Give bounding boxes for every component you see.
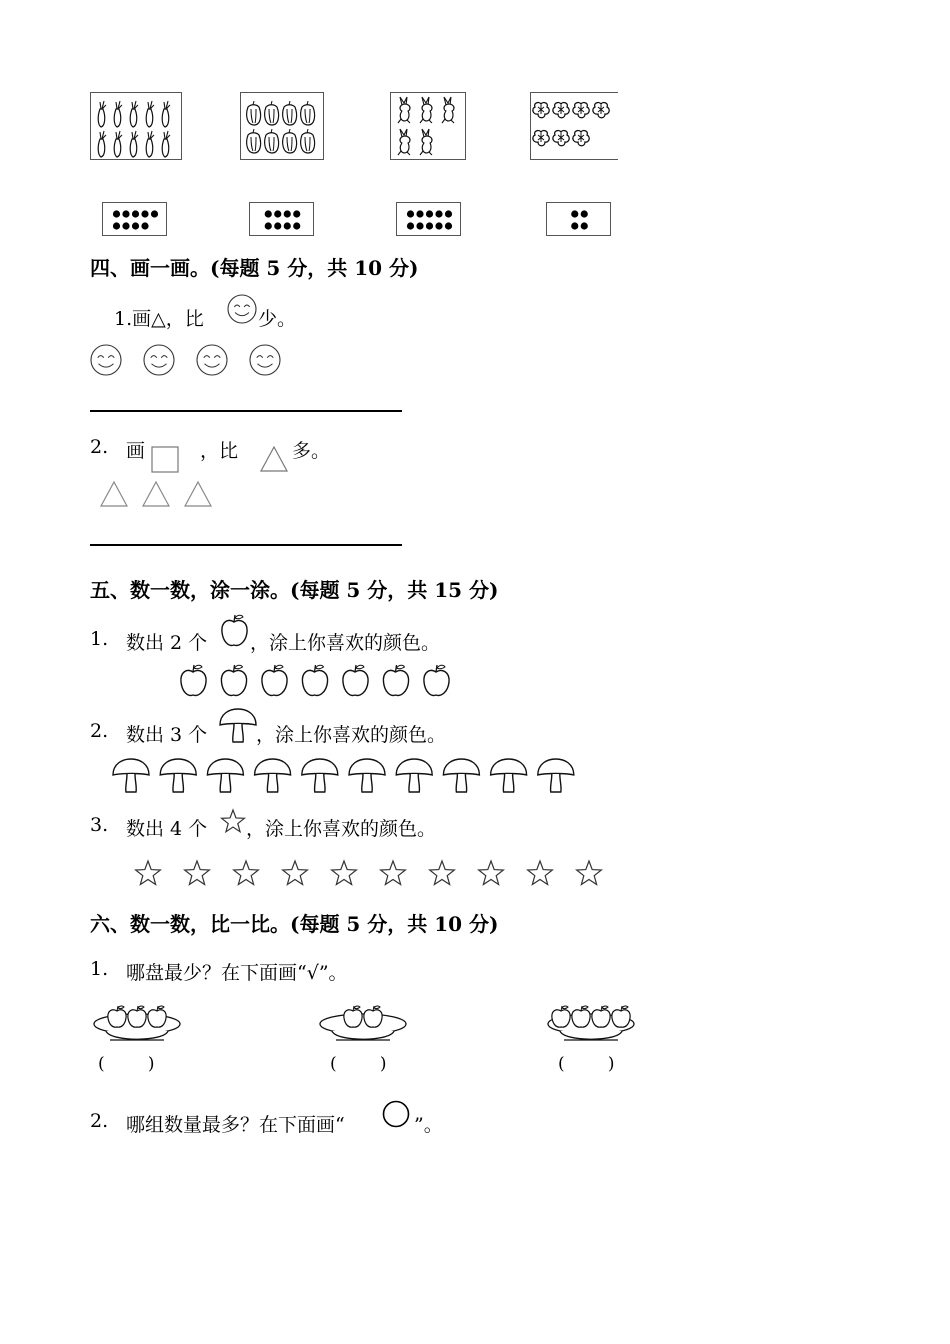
apple-icon <box>383 665 408 695</box>
dot <box>407 222 414 229</box>
pepper-icon <box>247 101 261 125</box>
star-icon <box>283 861 308 885</box>
s4-q1-prefix: 1.画△，比 <box>114 308 204 330</box>
s6-q2-num: 2. <box>90 1110 109 1132</box>
dot <box>407 210 414 217</box>
mushroom-icon <box>113 759 149 792</box>
plate-answer-1[interactable]: ( ) <box>98 1054 155 1074</box>
triangle-icon <box>101 482 127 506</box>
pepper-icon <box>283 101 297 125</box>
mushroom-icon <box>349 759 385 792</box>
smiley-icon <box>228 295 256 323</box>
dot <box>132 222 139 229</box>
carrot-icon <box>98 101 106 127</box>
smiley-row <box>88 342 328 378</box>
star-icon <box>185 861 210 885</box>
apple-icon <box>128 1006 146 1027</box>
pepper-icon <box>301 101 315 125</box>
carrot-icon <box>91 93 183 161</box>
mushroom-icon <box>220 709 256 742</box>
plate-of-apples-icon <box>546 1000 636 1050</box>
star-icon <box>381 861 406 885</box>
smiley-icon <box>226 294 258 326</box>
carrot-icon <box>114 131 122 157</box>
s5-q2-suffix: ，涂上你喜欢的颜色。 <box>256 724 447 746</box>
dot <box>435 222 442 229</box>
carrot-icon <box>114 101 122 127</box>
apple-icon <box>424 665 449 695</box>
flower-icon <box>533 103 549 118</box>
s5-q2-prefix: 数出 3 个 <box>126 724 208 746</box>
carrot-icon <box>146 101 154 127</box>
dot <box>113 222 120 229</box>
star-icon <box>222 810 245 832</box>
dot <box>581 222 588 229</box>
dot <box>445 222 452 229</box>
dot <box>435 210 442 217</box>
dot <box>122 222 129 229</box>
star-row <box>132 858 612 890</box>
rabbit-icon <box>420 97 432 123</box>
flower-icon <box>573 103 589 118</box>
dot <box>416 210 423 217</box>
square-icon <box>151 446 179 474</box>
apple-icon <box>148 1006 166 1027</box>
dot <box>113 210 120 217</box>
rabbit-icon <box>420 129 432 155</box>
dot <box>445 210 452 217</box>
apple-icon <box>364 1006 382 1027</box>
apple-icon <box>343 665 368 695</box>
apple-icon <box>592 1006 610 1027</box>
apple-icon <box>221 665 246 695</box>
apple-icon <box>302 665 327 695</box>
triangle-row <box>98 480 228 510</box>
answer-line-2[interactable] <box>90 544 402 546</box>
dot-box-3 <box>396 202 461 236</box>
pepper-icon <box>265 101 279 125</box>
dot <box>274 222 281 229</box>
carrot-icon <box>130 101 138 127</box>
apple-row <box>176 660 466 700</box>
mushroom-icon <box>302 759 338 792</box>
s6-q2-prefix: 哪组数量最多？在下面画“ <box>126 1114 345 1136</box>
dot <box>426 210 433 217</box>
dot <box>571 222 578 229</box>
plate-of-apples-icon <box>318 1000 408 1050</box>
apple-icon <box>572 1006 590 1027</box>
dot-box-1 <box>102 202 167 236</box>
star-icon <box>479 861 504 885</box>
s4-q2-draw: 画 <box>126 440 146 462</box>
dots-icon <box>250 203 315 237</box>
apple-icon <box>222 615 247 645</box>
star-icon <box>577 861 602 885</box>
star-icon <box>528 861 553 885</box>
flower-picture-box <box>530 92 618 160</box>
s5-q3-prefix: 数出 4 个 <box>126 818 208 840</box>
apple-icon <box>108 1006 126 1027</box>
dot <box>581 210 588 217</box>
mushroom-icon <box>491 759 527 792</box>
carrot-icon <box>146 131 154 157</box>
star-icon <box>430 861 455 885</box>
dot-box-2 <box>249 202 314 236</box>
s5-q3-suffix: ，涂上你喜欢的颜色。 <box>246 818 437 840</box>
dot <box>284 210 291 217</box>
dot <box>151 210 158 217</box>
dot <box>141 222 148 229</box>
star-icon <box>220 808 248 836</box>
plate-of-apples-icon <box>92 1000 182 1050</box>
rabbit-icon <box>398 129 410 155</box>
apple-icon <box>612 1006 630 1027</box>
mushroom-row <box>110 756 580 796</box>
s5-q1-num: 1. <box>90 628 109 650</box>
rabbit-icon <box>398 97 410 123</box>
s5-q1-prefix: 数出 2 个 <box>126 632 208 654</box>
dots-icon <box>547 203 612 237</box>
dot <box>426 222 433 229</box>
dot-box-4 <box>546 202 611 236</box>
apple-icon <box>262 665 287 695</box>
dots-icon <box>397 203 462 237</box>
apple-icon <box>552 1006 570 1027</box>
s4-q2-num: 2. <box>90 436 109 458</box>
smiley-icon <box>144 345 174 375</box>
s4-q2-compare: ，比 <box>200 440 239 462</box>
pepper-icon <box>247 129 261 153</box>
dot <box>265 222 272 229</box>
apple-icon <box>218 612 250 648</box>
apple-icon <box>344 1006 362 1027</box>
star-icon <box>234 861 259 885</box>
carrot-icon <box>98 131 106 157</box>
rabbit-icon <box>391 93 467 161</box>
section-5-heading: 五、数一数，涂一涂。(每题 5 分，共 15 分) <box>90 578 499 602</box>
triangle-icon <box>143 482 169 506</box>
s4-q2-suffix: 多。 <box>292 440 331 462</box>
carrot-icon <box>162 131 170 157</box>
dot <box>284 222 291 229</box>
dot <box>571 210 578 217</box>
s6-q1-text: 哪盘最少？在下面画“√”。 <box>126 962 348 984</box>
smiley-icon <box>197 345 227 375</box>
dot <box>122 210 129 217</box>
carrot-picture-box <box>90 92 182 160</box>
plate-answer-3[interactable]: ( ) <box>558 1054 615 1074</box>
apple-icon <box>181 665 206 695</box>
dot <box>416 222 423 229</box>
flower-icon <box>573 131 589 146</box>
pepper-icon <box>265 129 279 153</box>
flower-icon <box>553 131 569 146</box>
answer-line-1[interactable] <box>90 410 402 412</box>
carrot-icon <box>162 101 170 127</box>
carrot-icon <box>130 131 138 157</box>
dots-icon <box>103 203 168 237</box>
mushroom-icon <box>218 708 258 742</box>
section-6-heading: 六、数一数，比一比。(每题 5 分，共 10 分) <box>90 912 499 936</box>
plate-answer-2[interactable]: ( ) <box>330 1054 387 1074</box>
pepper-picture-box <box>240 92 324 160</box>
mushroom-icon <box>538 759 574 792</box>
mushroom-icon <box>255 759 291 792</box>
mushroom-icon <box>207 759 243 792</box>
star-icon <box>136 861 161 885</box>
triangle-icon <box>185 482 211 506</box>
s4-q1-suffix: 少。 <box>258 308 297 330</box>
pepper-icon <box>241 93 325 161</box>
flower-icon <box>593 103 609 118</box>
mushroom-icon <box>396 759 432 792</box>
flower-icon <box>533 131 549 146</box>
flower-icon <box>531 93 619 161</box>
dot <box>132 210 139 217</box>
s5-q1-suffix: ，涂上你喜欢的颜色。 <box>250 632 441 654</box>
pepper-icon <box>283 129 297 153</box>
smiley-icon <box>250 345 280 375</box>
mushroom-icon <box>160 759 196 792</box>
s6-q2-suffix: ”。 <box>414 1114 443 1136</box>
dot <box>293 210 300 217</box>
rabbit-icon <box>442 97 454 123</box>
smiley-icon <box>91 345 121 375</box>
dot <box>265 210 272 217</box>
mushroom-icon <box>443 759 479 792</box>
s5-q2-num: 2. <box>90 720 109 742</box>
pepper-icon <box>301 129 315 153</box>
circle-icon <box>381 1100 411 1130</box>
rabbit-picture-box <box>390 92 466 160</box>
dot <box>274 210 281 217</box>
flower-icon <box>553 103 569 118</box>
s6-q1-num: 1. <box>90 958 109 980</box>
dot <box>293 222 300 229</box>
section-4-heading: 四、画一画。(每题 5 分，共 10 分) <box>90 256 419 280</box>
star-icon <box>332 861 357 885</box>
triangle-icon <box>260 446 288 472</box>
s5-q3-num: 3. <box>90 814 109 836</box>
dot <box>141 210 148 217</box>
